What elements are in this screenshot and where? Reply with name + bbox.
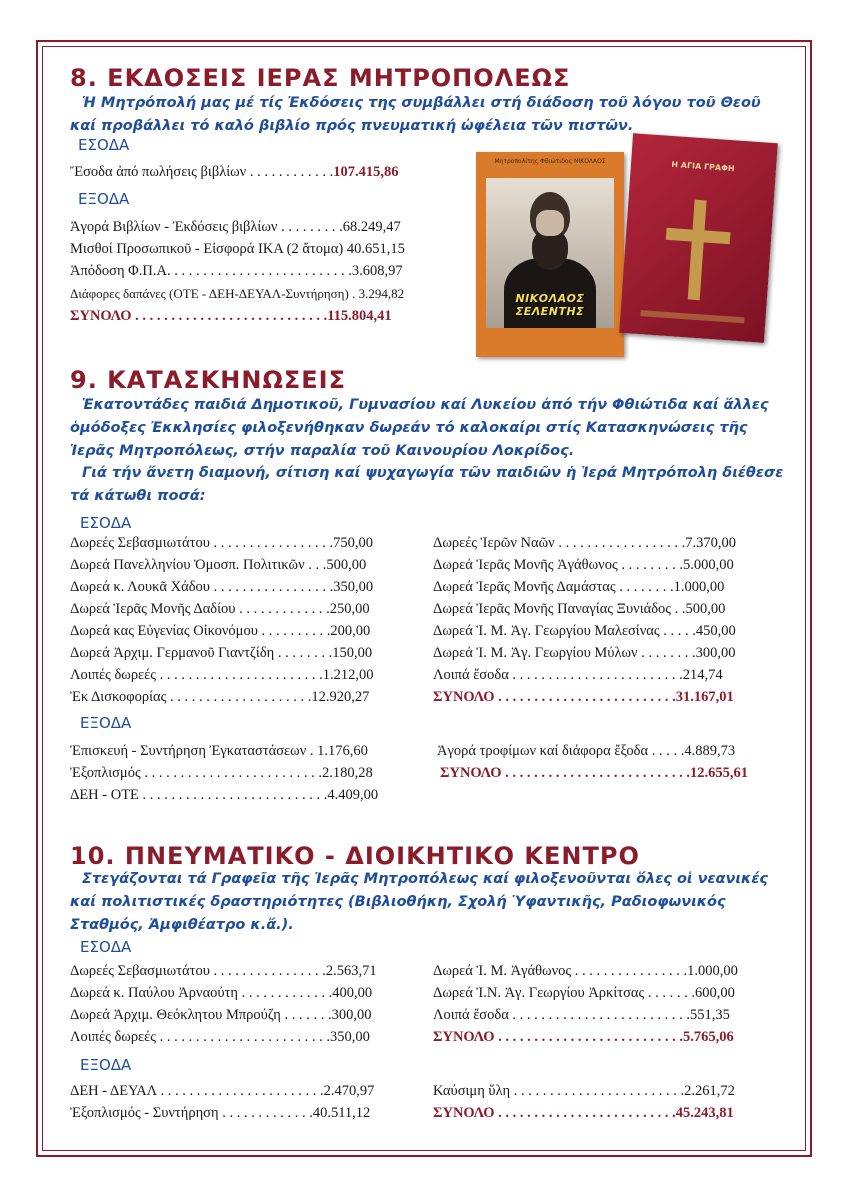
section-9-income-heading: ΕΣΟΔΑ bbox=[80, 514, 132, 532]
row-label: Ἔσοδα ἀπό πωλήσεις βιβλίων bbox=[70, 164, 247, 180]
total-dots: . . . . . . . . . . . . . . . . . . . . . . . . . bbox=[494, 1105, 676, 1121]
section-9-income-row bbox=[433, 579, 724, 596]
row-amount: 12.920,27 bbox=[311, 689, 370, 705]
row-label: Δωρεά Ἱ. Μ. Ἀγάθωνος bbox=[433, 963, 572, 979]
section-9-expense-total bbox=[440, 765, 748, 782]
row-label: Δωρεά Ἱερᾶς Μονῆς Παναγίας Ξυνιάδος bbox=[433, 601, 672, 617]
row-label: Δωρεά Ἱ. Μ. Ἁγ. Γεωργίου Μύλων bbox=[433, 645, 638, 661]
row-label: Δωρεά κας Εὐγενίας Οἰκονόμου bbox=[70, 623, 258, 639]
row-dots: . . bbox=[671, 601, 686, 617]
row-dots: . . . . . . . . . . . . . . . . . bbox=[209, 535, 334, 551]
row-amount: 750,00 bbox=[333, 535, 373, 551]
row-dots: . . . . . . . . . . . . . . . . bbox=[209, 963, 326, 979]
total-dots: . . . . . . . . . . . . . . . . . . . . . . . . . . bbox=[501, 765, 690, 781]
row-dots: . . . . . . . . bbox=[615, 579, 674, 595]
row-dots: . . . . . . . . . . . . . . . . . . . . bbox=[166, 689, 312, 705]
section-9-income-row bbox=[433, 623, 736, 640]
section-10-income-row bbox=[70, 985, 372, 1002]
row-amount: 214,74 bbox=[682, 667, 723, 683]
row-dots: . . . . . . . . . bbox=[277, 219, 343, 235]
section-9-income-row bbox=[433, 667, 723, 684]
total-amount: 115.804,41 bbox=[327, 308, 392, 324]
total-dots: . . . . . . . . . . . . . . . . . . . . . . . . . . . bbox=[131, 308, 328, 324]
row-amount: 1.000,00 bbox=[673, 579, 725, 595]
row-amount: 300,00 bbox=[331, 1007, 372, 1023]
section-8-income-heading: ΕΣΟΔΑ bbox=[78, 136, 130, 154]
section-9-income-row bbox=[70, 645, 372, 662]
row-amount: 350,00 bbox=[333, 579, 374, 595]
row-amount: 2.563,71 bbox=[325, 963, 377, 979]
row-label: Δωρεά Ἱ. Μ. Ἁγ. Γεωργίου Μαλεσίνας bbox=[433, 623, 660, 639]
row-dots: . . . . . . . . . . . . bbox=[246, 164, 334, 180]
row-amount: 200,00 bbox=[330, 623, 371, 639]
section-8-intro: Ἡ Μητρόπολή μας μέ τίς Ἐκδόσεις της συμβάλλει στή διάδοση τοῦ λόγου τοῦ Θεοῦ καί προβάλλει τό καλό βιβλίο πρός πνευματική ὠφέλεια τῶν πιστῶν. bbox=[70, 95, 761, 134]
row-amount: 3.608,97 bbox=[351, 263, 403, 279]
row-dots: . . . . . . . bbox=[280, 1007, 332, 1023]
row-amount: 7.370,00 bbox=[685, 535, 736, 551]
row-dots: . . . . . . . . . . . . . bbox=[238, 985, 333, 1001]
section-9-income-row bbox=[433, 601, 725, 618]
section-10-income-row bbox=[433, 1007, 730, 1024]
section-10-income-row bbox=[70, 963, 377, 980]
row-dots: . . . . . . . . . . . . . bbox=[218, 1105, 313, 1121]
row-label: Δωρεά Πανελληνίου Ὁμοσπ. Πολιτικῶν bbox=[70, 557, 305, 573]
row-amount: 1.212,00 bbox=[322, 667, 374, 683]
book-author: Μητροπολίτης Φθιώτιδος ΝΙΚΟΛΑΟΣ bbox=[494, 158, 606, 165]
row-label: Δωρεές Ἱερῶν Ναῶν bbox=[433, 535, 555, 551]
book-title: ΝΙΚΟΛΑΟΣ ΣΕΛΕΝΤΗΣ bbox=[515, 292, 585, 318]
total-dots: . . . . . . . . . . . . . . . . . . . . . . . . . . bbox=[494, 1029, 683, 1045]
row-dots: . . . . . . . . bbox=[274, 645, 333, 661]
row-dots: . bbox=[306, 743, 318, 759]
section-10-income-row bbox=[433, 985, 735, 1002]
total-amount: 12.655,61 bbox=[689, 765, 748, 781]
row-dots: . . . bbox=[304, 557, 327, 573]
row-dots: . . . . . . . bbox=[644, 985, 695, 1001]
total-amount: 45.243,81 bbox=[675, 1105, 734, 1121]
section-10-income-row bbox=[433, 963, 738, 980]
row-amount: 4.889,73 bbox=[684, 743, 736, 759]
section-8-expense-heading: ΕΞΟΔΑ bbox=[78, 190, 130, 208]
section-9-expense-row bbox=[437, 743, 735, 760]
row-amount: 2.261,72 bbox=[684, 1083, 735, 1099]
row-amount: 4.409,00 bbox=[327, 787, 379, 803]
row-amount: 3.294,82 bbox=[358, 286, 405, 301]
row-amount: 68.249,47 bbox=[342, 219, 401, 235]
section-9-income-total bbox=[433, 689, 734, 706]
total-label: ΣΥΝΟΛΟ bbox=[440, 765, 502, 781]
section-9-income-row bbox=[433, 645, 735, 662]
total-label: ΣΥΝΟΛΟ bbox=[70, 308, 132, 324]
row-label: Λοιπά ἔσοδα bbox=[433, 667, 509, 683]
row-label: Λοιπές δωρεές bbox=[70, 1029, 156, 1045]
row-amount: 40.511,12 bbox=[312, 1105, 371, 1121]
section-9-income-row bbox=[70, 535, 373, 552]
section-8-expense-row bbox=[70, 219, 401, 236]
row-dots: . . . . . bbox=[659, 623, 696, 639]
section-9-income-row bbox=[70, 689, 369, 706]
section-9-title: 9. ΚΑΤΑΣΚΗΝΩΣΕΙΣ bbox=[70, 366, 346, 394]
row-label: Λοιπά ἔσοδα bbox=[433, 1007, 509, 1023]
row-amount: 350,00 bbox=[329, 1029, 370, 1045]
section-10-intro: Στεγάζονται τά Γραφεῖα τῆς Ἱερᾶς Μητροπόλεως καί φιλοξενοῦνται ὅλες οἱ νεανικές καί πολιτιστικές δραστηριότητες (Βιβλιοθήκη, Σχολή Ὑφαντικῆς, Ραδιοφωνικός Σταθμός, Ἀμφιθέατρο κ.ἄ.). bbox=[70, 871, 769, 933]
row-amount: 150,00 bbox=[332, 645, 373, 661]
section-8-total-row bbox=[70, 308, 392, 325]
row-label: Δωρεά Ἀρχιμ. Θεόκλητου Μπρούζη bbox=[70, 1007, 281, 1023]
section-8-expense-row bbox=[70, 286, 404, 302]
section-10-expense-row bbox=[433, 1083, 735, 1100]
section-9-expense-row bbox=[70, 787, 378, 804]
book-cover-cross bbox=[619, 133, 778, 343]
section-10-title: 10. ΠΝΕΥΜΑΤΙΚΟ - ΔΙΟΙΚΗΤΙΚΟ ΚΕΝΤΡΟ bbox=[70, 842, 640, 870]
row-label: Δωρεές Σεβασμιωτάτου bbox=[70, 963, 210, 979]
cover-ornament bbox=[640, 310, 744, 323]
row-dots: . . . . . . . . . . . . . . . . bbox=[571, 963, 688, 979]
section-9-income-row bbox=[70, 557, 366, 574]
section-9-income-row bbox=[70, 579, 373, 596]
row-dots: . . . . . . . . . . . . . . . . . . . . . . . . . . bbox=[138, 787, 328, 803]
row-dots: . . . . . . . . . . . . . bbox=[235, 601, 330, 617]
row-label: Δωρεά κ. Παύλου Ἀρναούτη bbox=[70, 985, 239, 1001]
section-8-expense-row bbox=[70, 263, 403, 280]
section-10-income-total bbox=[433, 1029, 734, 1046]
section-9-income-row bbox=[70, 623, 370, 640]
section-10-income-heading: ΕΣΟΔΑ bbox=[80, 938, 132, 956]
row-amount: 107.415,86 bbox=[333, 164, 399, 180]
section-10-income-row bbox=[70, 1029, 370, 1046]
row-label: Ἐπισκευή - Συντήρηση Ἐγκαταστάσεων bbox=[70, 743, 307, 759]
section-9-intro-2: Γιά τήν ἄνετη διαμονή, σίτιση καί ψυχαγωγία τῶν παιδιῶν ἡ Ἱερά Μητρόπολη διέθεσε τά κάτωθι ποσά: bbox=[70, 465, 784, 504]
cross-bar bbox=[666, 228, 731, 244]
row-amount: 250,00 bbox=[329, 601, 370, 617]
row-dots: . . . . . . . . . . . . . . . . . . . . . . . . bbox=[155, 1029, 330, 1045]
row-label: Δωρεά κ. Λουκᾶ Χάδου bbox=[70, 579, 210, 595]
row-label: Ἀγορά τροφίμων καί διάφορα ἔξοδα bbox=[437, 743, 649, 759]
row-dots: . . . . . bbox=[648, 743, 685, 759]
section-10-expense-row bbox=[70, 1105, 370, 1122]
cross-icon bbox=[688, 200, 707, 301]
row-amount: 551,35 bbox=[690, 1007, 730, 1023]
row-amount: 2.180,28 bbox=[321, 765, 373, 781]
row-label: Λοιπές δωρεές bbox=[70, 667, 156, 683]
section-10-expense-total bbox=[433, 1105, 734, 1122]
row-dots: . . . . . . . . . . . . . . . . . . . . . . . . . bbox=[140, 765, 322, 781]
section-8-income-row bbox=[70, 164, 399, 181]
row-dots: . . . . . . . . . . . . . . . . . . . . . . . . . bbox=[170, 263, 352, 279]
section-9-income-row bbox=[433, 535, 736, 552]
section-8-title: 8. ΕΚΔΟΣΕΙΣ ΙΕΡΑΣ ΜΗΤΡΟΠΟΛΕΩΣ bbox=[70, 64, 571, 92]
row-label: ΔΕΗ - ΔΕΥΑΛ bbox=[70, 1083, 157, 1099]
row-dots: . . . . . . . . . . . . . . . . . . . . . . . bbox=[155, 667, 323, 683]
total-amount: 31.167,01 bbox=[675, 689, 734, 705]
row-amount: 450,00 bbox=[695, 623, 736, 639]
section-9-expense-heading: ΕΞΟΔΑ bbox=[80, 714, 132, 732]
row-label: Δωρεά Ἱ.Ν. Ἁγ. Γεωργίου Ἀρκίτσας bbox=[433, 985, 645, 1001]
row-label: Ἐκ Δισκοφορίας bbox=[70, 689, 167, 705]
row-dots: . . . . . . . . . . . . . . . . . . . . . . . . bbox=[508, 667, 683, 683]
row-amount: 600,00 bbox=[694, 985, 735, 1001]
section-10-income-row bbox=[70, 1007, 372, 1024]
row-dots: . bbox=[348, 286, 359, 301]
total-amount: 5.765,06 bbox=[682, 1029, 734, 1045]
row-amount: 2.470,97 bbox=[323, 1083, 375, 1099]
row-amount: 5.000,00 bbox=[682, 557, 734, 573]
row-label: Καύσιμη ὕλη bbox=[433, 1083, 511, 1099]
row-label: Δωρεά Ἱερᾶς Μονῆς Ἀγάθωνος bbox=[433, 557, 618, 573]
total-dots: . . . . . . . . . . . . . . . . . . . . . . . . . bbox=[494, 689, 676, 705]
section-9-expense-row bbox=[70, 765, 373, 782]
row-amount: 40.651,15 bbox=[346, 241, 405, 257]
row-dots: . . . . . . . . . . . . . . . . . . . . . . . . . bbox=[508, 1007, 691, 1023]
total-label: ΣΥΝΟΛΟ bbox=[433, 1029, 495, 1045]
row-label: Ἐξοπλισμός - Συντήρηση bbox=[70, 1105, 219, 1121]
row-amount: 1.000,00 bbox=[687, 963, 738, 979]
row-label: Μισθοί Προσωπικοῦ - Εἰσφορά ΙΚΑ (2 ἄτομα) bbox=[70, 241, 344, 257]
section-10-expense-row bbox=[70, 1083, 374, 1100]
section-10-expense-heading: ΕΞΟΔΑ bbox=[80, 1056, 132, 1074]
row-label: Δωρεά Ἱερᾶς Μονῆς Δαδίου bbox=[70, 601, 236, 617]
row-dots: . . . . . . . . . . . . . . . . . . bbox=[554, 535, 686, 551]
total-label: ΣΥΝΟΛΟ bbox=[433, 1105, 495, 1121]
book-cover-portrait bbox=[476, 152, 624, 357]
row-label: ΔΕΗ - ΟΤΕ bbox=[70, 787, 139, 803]
book-title: Η ΑΓΙΑ ΓΡΑΦΗ bbox=[671, 159, 735, 174]
row-dots: . . . . . . . . . . . . . . . . . . . . . . . . bbox=[510, 1083, 685, 1099]
row-amount: 500,00 bbox=[685, 601, 726, 617]
row-amount: 400,00 bbox=[332, 985, 373, 1001]
row-dots: . . . . . . . . . . . . . . . . . bbox=[209, 579, 334, 595]
section-9-income-row bbox=[70, 601, 370, 618]
row-dots: . . . . . . . . . . . . . . . . . . . . . . . bbox=[156, 1083, 324, 1099]
row-amount: 1.176,60 bbox=[317, 743, 368, 759]
row-amount: 300,00 bbox=[695, 645, 736, 661]
row-dots: . . . . . . . . . bbox=[617, 557, 683, 573]
total-label: ΣΥΝΟΛΟ bbox=[433, 689, 495, 705]
row-label: Δωρεά Ἀρχιμ. Γερμανοῦ Γιαντζίδη bbox=[70, 645, 275, 661]
row-label: Ἀγορά Βιβλίων - Ἐκδόσεις βιβλίων bbox=[70, 219, 278, 235]
section-9-income-row bbox=[70, 667, 373, 684]
row-dots: . . . . . . . . bbox=[637, 645, 696, 661]
section-8-expense-row bbox=[70, 241, 405, 258]
row-label: Διάφορες δαπάνες (ΟΤΕ - ΔΕΗ-ΔΕΥΑΛ-Συντήρηση) bbox=[70, 286, 349, 301]
row-amount: 500,00 bbox=[326, 557, 367, 573]
row-dots: . . . . . . . . . . bbox=[257, 623, 331, 639]
section-9-income-row bbox=[433, 557, 734, 574]
row-label: Ἐξοπλισμός bbox=[70, 765, 141, 781]
row-label: Ἀπόδοση Φ.Π.Α. bbox=[70, 263, 171, 279]
section-9-expense-row bbox=[70, 743, 368, 760]
row-label: Δωρεά Ἱερᾶς Μονῆς Δαμάστας bbox=[433, 579, 616, 595]
row-label: Δωρεές Σεβασμιωτάτου bbox=[70, 535, 210, 551]
section-9-intro: Ἑκατοντάδες παιδιά Δημοτικοῦ, Γυμνασίου καί Λυκείου ἀπό τήν Φθιώτιδα καί ἄλλες ὁμόδοξες Ἐκκλησίες φιλοξενήθηκαν δωρεάν τό καλοκαίρι στίς Κατασκηνώσεις τῆς Ἱερᾶς Μητροπόλεως, στήν παραλία τοῦ Καινουρίου Λοκρίδος. bbox=[70, 397, 769, 459]
